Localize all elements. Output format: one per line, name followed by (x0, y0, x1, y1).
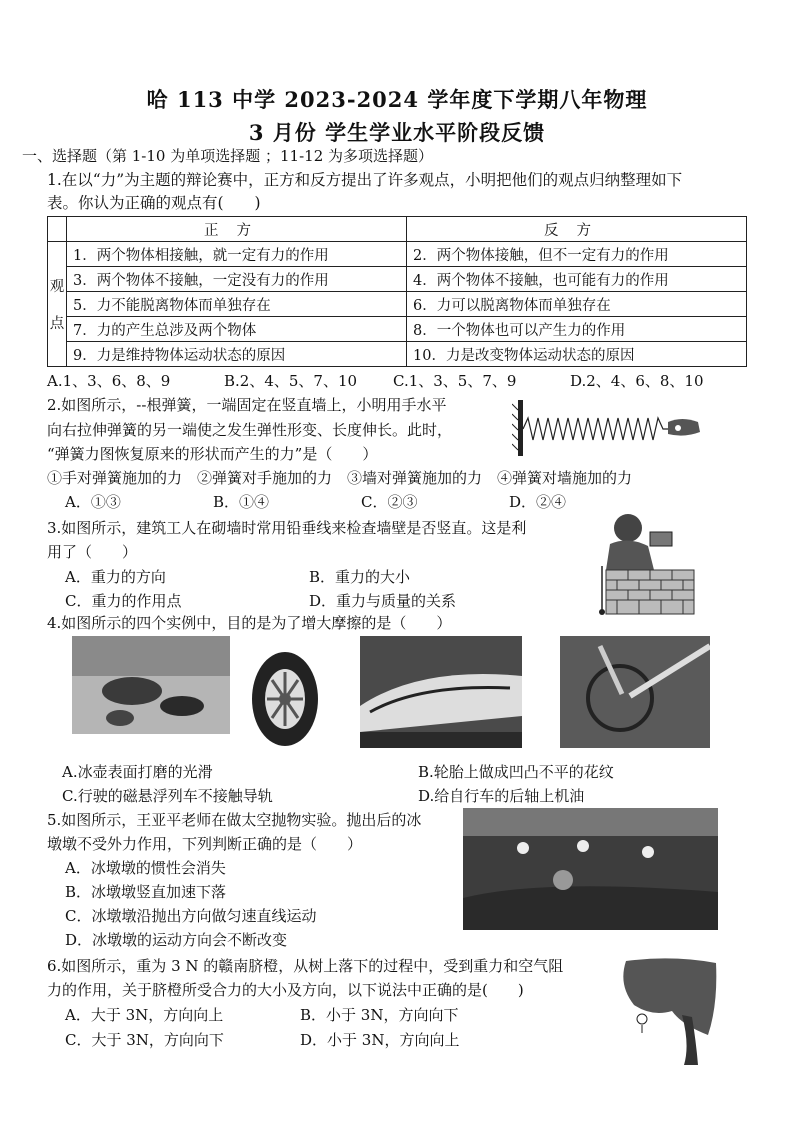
table-cell-con: 10．力是改变物体运动状态的原因 (407, 342, 747, 367)
table-cell-pro: 7．力的产生总涉及两个物体 (67, 317, 407, 342)
q2-stem-line3: “弹簧力图恢复原来的形状而产生的力”是（ ） (47, 445, 378, 463)
spring-figure (512, 398, 702, 458)
q2-option-c: C．②③ (361, 493, 418, 511)
curling-photo (72, 636, 230, 734)
q3-stem-line1: 3.如图所示，建筑工人在砌墙时常用铅垂线来检查墙壁是否竖直。这是利 (47, 519, 527, 537)
q2-option-b: B．①④ (213, 493, 270, 511)
q1-option-b: B.2、4、5、7、10 (224, 372, 358, 390)
space-station-photo (463, 808, 718, 930)
q1-stem-line1: 1.在以“力”为主题的辩论赛中，正方和反方提出了许多观点，小明把他们的观点归纳整理如下 (47, 171, 683, 189)
q3-option-a: A．重力的方向 (65, 568, 166, 586)
q3-option-c: C．重力的作用点 (65, 592, 182, 610)
q1-stem-line2: 表。你认为正确的观点有( ) (47, 194, 261, 212)
bicycle-oil-photo (560, 636, 710, 748)
table-cell-pro: 5．力不能脱离物体而单独存在 (67, 292, 407, 317)
viewpoints-table (47, 216, 747, 367)
header-con: 反方 (407, 217, 747, 242)
side-label-char1: 观 (49, 279, 65, 295)
q5-option-c: C．冰墩墩沿抛出方向做匀速直线运动 (65, 907, 317, 925)
q6-option-a: A．大于 3N，方向向上 (65, 1006, 224, 1024)
q5-stem-line1: 5.如图所示，王亚平老师在做太空抛物实验。抛出后的冰 (47, 811, 422, 829)
table-cell-con: 2．两个物体接触，但不一定有力的作用 (407, 242, 747, 267)
q2-option-d: D．②④ (509, 493, 567, 511)
q6-stem-line1: 6.如图所示，重为 3 N 的赣南脐橙，从树上落下的过程中，受到重力和空气阻 (47, 957, 564, 975)
table-cell-con: 6．力可以脱离物体而单独存在 (407, 292, 747, 317)
q5-option-b: B．冰墩墩竖直加速下落 (65, 883, 227, 901)
exam-subtitle: 3 月份 学生学业水平阶段反馈 (248, 120, 546, 145)
q1-option-c: C.1、3、5、7、9 (393, 372, 517, 390)
q3-option-b: B．重力的大小 (309, 568, 411, 586)
q3-option-d: D．重力与质量的关系 (309, 592, 457, 610)
maglev-train-photo (360, 636, 522, 748)
q5-option-d: D．冰墩墩的运动方向会不断改变 (65, 931, 288, 949)
q1-option-d: D.2、4、6、8、10 (570, 372, 704, 390)
q2-stem-line1: 2.如图所示，--根弹簧，一端固定在竖直墙上，小明用手水平 (47, 396, 447, 414)
table-cell-pro: 9．力是维持物体运动状态的原因 (67, 342, 407, 367)
q6-stem-line2: 力的作用，关于脐橙所受合力的大小及方向，以下说法中正确的是( ) (47, 981, 524, 999)
side-label (48, 242, 67, 367)
q6-option-c: C．大于 3N，方向向下 (65, 1031, 224, 1049)
header-pro: 正方 (67, 217, 407, 242)
q6-option-d: D．小于 3N，方向向上 (300, 1031, 460, 1049)
section-heading: 一、选择题（第 1-10 为单项选择题 ；11-12 为多项选择题） (22, 147, 434, 165)
q2-stem-line2: 向右拉伸弹簧的另一端使之发生弹性形变、长度伸长。此时， (47, 421, 453, 439)
table-cell-pro: 3．两个物体不接触，一定没有力的作用 (67, 267, 407, 292)
table-corner (48, 217, 67, 242)
q4-option-a: A.冰壶表面打磨的光滑 (62, 763, 213, 781)
q2-choices: ①手对弹簧施加的力 ②弹簧对手施加的力 ③墙对弹簧施加的力 ④弹簧对墙施加的力 (47, 469, 633, 487)
orange-tree-figure (612, 955, 720, 1067)
exam-title: 哈 113 中学 2023-2024 学年度下学期八年物理 (146, 87, 648, 112)
q4-option-c: C.行驶的磁悬浮列车不接触导轨 (62, 787, 273, 805)
q4-stem: 4.如图所示的四个实例中，目的是为了增大摩擦的是（ ） (47, 614, 452, 632)
q1-option-a: A.1、3、6、8、9 (47, 372, 171, 390)
q4-option-b: B.轮胎上做成凹凸不平的花纹 (418, 763, 614, 781)
side-label-char2: 点 (49, 316, 65, 332)
q4-option-d: D.给自行车的后轴上机油 (418, 787, 585, 805)
table-cell-con: 4．两个物体不接触，也可能有力的作用 (407, 267, 747, 292)
tire-photo (250, 650, 320, 748)
q5-stem-line2: 墩墩不受外力作用，下列判断正确的是（ ） (47, 835, 363, 853)
q6-option-b: B．小于 3N，方向向下 (300, 1006, 459, 1024)
q3-stem-line2: 用了（ ） (47, 543, 138, 561)
mason-plumb-line-figure (592, 508, 702, 618)
table-cell-con: 8．一个物体也可以产生力的作用 (407, 317, 747, 342)
table-cell-pro: 1．两个物体相接触，就一定有力的作用 (67, 242, 407, 267)
q2-option-a: A．①③ (65, 493, 121, 511)
q5-option-a: A．冰墩墩的惯性会消失 (65, 859, 226, 877)
